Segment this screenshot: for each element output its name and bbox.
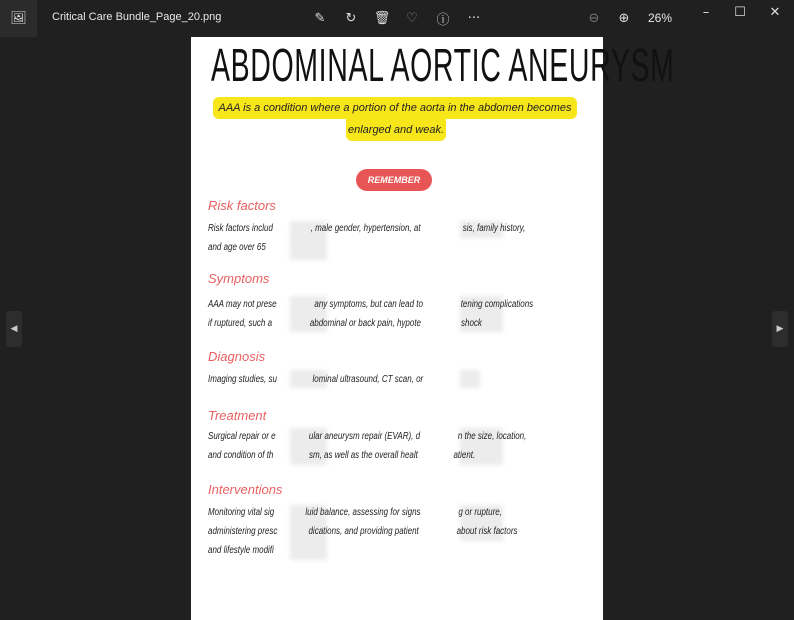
document-title: ABDOMINAL AORTIC ANEURYSM [211, 39, 675, 91]
zoom-in-icon[interactable]: ⊕ [618, 10, 630, 26]
rotate-icon[interactable]: ↻ [345, 10, 357, 26]
file-name: Critical Care Bundle_Page_20.png [52, 11, 222, 23]
section-text: and lifestyle modifi [208, 545, 274, 556]
section-heading: Interventions [208, 482, 283, 497]
info-icon[interactable]: ⓘ [436, 12, 450, 28]
title-bar [0, 0, 794, 37]
zoom-level[interactable]: 26% [648, 11, 673, 25]
maximize-button[interactable]: ☐ [734, 4, 746, 20]
zoom-out-icon[interactable]: ⊖ [588, 10, 600, 26]
section-text: AAA may not prese any symptoms, but can lead to tening complications [208, 299, 534, 310]
section-text: administering presc dications, and providing patient about risk factors [208, 526, 518, 537]
photos-app-icon: 🖼 [0, 0, 37, 37]
section-text: Monitoring vital sig luid balance, assessing for signs g or rupture, [208, 507, 502, 518]
section-heading: Symptoms [208, 271, 270, 286]
delete-icon[interactable]: 🗑 [373, 10, 391, 26]
section-heading: Treatment [208, 408, 267, 423]
intro-highlight-2: enlarged and weak. [346, 119, 446, 141]
section-text: Surgical repair or e ular aneurysm repair (EVAR), d n the size, location, [208, 431, 527, 442]
section-heading: Risk factors [208, 198, 276, 213]
section-text: if ruptured, such a abdominal or back pain, hypote shock [208, 318, 482, 329]
section-heading: Diagnosis [208, 349, 266, 364]
previous-image-button[interactable]: ◀ [6, 311, 22, 347]
section-text: Imaging studies, su lominal ultrasound, CT scan, or [208, 374, 424, 385]
edit-image-icon[interactable]: ✎ [314, 10, 326, 26]
next-image-button[interactable]: ▶ [772, 311, 788, 347]
image-canvas [191, 37, 675, 620]
close-button[interactable]: ✕ [769, 4, 781, 20]
favorite-heart-icon[interactable]: ♡ [406, 10, 418, 26]
more-options-icon[interactable]: ··· [467, 10, 481, 26]
section-text: and condition of th sm, as well as the overall healt atient. [208, 450, 476, 461]
redaction-blur [460, 370, 480, 388]
intro-highlight: AAA is a condition where a portion of the aorta in the abdomen becomes [213, 97, 577, 119]
minimize-button[interactable]: – [702, 4, 710, 20]
section-text: Risk factors includ , male gender, hypertension, at sis, family history, [208, 223, 526, 234]
remember-badge: REMEMBER [356, 169, 432, 191]
section-text: and age over 65 [208, 242, 266, 253]
